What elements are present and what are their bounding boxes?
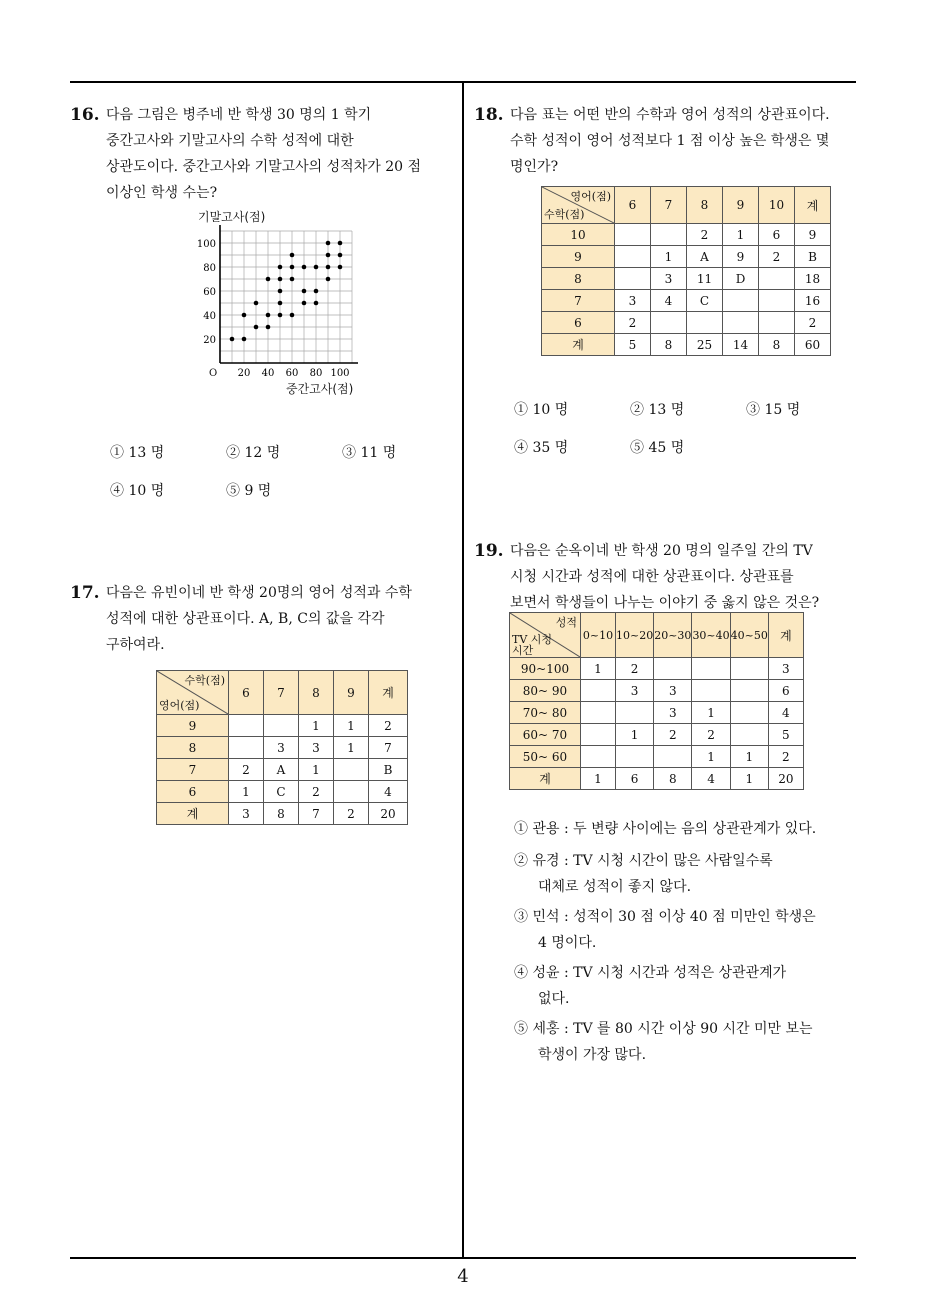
y-tick-label: 20 — [203, 335, 216, 346]
data-point — [290, 265, 295, 270]
table-cell: C — [264, 781, 299, 803]
table-row — [542, 334, 831, 356]
table-cell: 4 — [692, 768, 730, 790]
table-cell: 3 — [229, 803, 264, 825]
col-header: 10~20 — [616, 613, 654, 658]
table-cell: 5 — [615, 334, 651, 356]
table-cell: 1 — [334, 715, 369, 737]
question-number: 19. — [474, 541, 504, 561]
statement-text: ② 유경 : TV 시청 시간이 많은 사람일수록 — [514, 853, 773, 869]
corner-bottom-label: TV 시청시간 — [512, 633, 553, 657]
data-point — [242, 313, 247, 318]
row-header: 9 — [542, 246, 615, 268]
table-cell — [723, 312, 759, 334]
table-cell — [264, 715, 299, 737]
question-line: 다음 그림은 병주네 반 학생 30 명의 1 학기 — [106, 107, 372, 123]
statement-continuation: 4 명이다. — [538, 935, 597, 951]
table-cell — [615, 246, 651, 268]
table-row — [157, 803, 408, 825]
statement-1[interactable] — [514, 816, 854, 842]
table-cell: 6 — [768, 680, 803, 702]
table-cell: 14 — [723, 334, 759, 356]
question-number: 16. — [70, 105, 100, 125]
table-cell: 2 — [615, 312, 651, 334]
row-header: 80~ 90 — [510, 680, 581, 702]
table-cell: 7 — [369, 737, 408, 759]
table-cell: 2 — [369, 715, 408, 737]
table-cell: 1 — [229, 781, 264, 803]
choice-1[interactable]: ① 10 명 — [514, 402, 569, 418]
col-header: 8 — [299, 671, 334, 715]
choice-3[interactable]: ③ 15 명 — [746, 402, 801, 418]
table-cell — [581, 702, 616, 724]
data-point — [254, 301, 259, 306]
table-cell: 11 — [687, 268, 723, 290]
table-cell: 4 — [768, 702, 803, 724]
table-cell: 2 — [616, 658, 654, 680]
table-cell: 9 — [723, 246, 759, 268]
x-tick-label: 100 — [330, 368, 350, 379]
row-header: 70~ 80 — [510, 702, 581, 724]
table-cell — [651, 312, 687, 334]
q19-statements — [514, 816, 854, 1068]
row-header: 9 — [157, 715, 229, 737]
table-row — [157, 759, 408, 781]
table-cell: 2 — [692, 724, 730, 746]
x-axis-label: 중간고사(점) — [286, 382, 354, 396]
table-row — [510, 658, 804, 680]
row-header: 50~ 60 — [510, 746, 581, 768]
statement-continuation: 없다. — [538, 991, 570, 1007]
table-cell — [334, 781, 369, 803]
table-cell — [616, 702, 654, 724]
table-row — [542, 224, 831, 246]
scatter-chart — [180, 205, 380, 405]
table-cell: 20 — [768, 768, 803, 790]
data-point — [290, 253, 295, 258]
question-line: 상관도이다. 중간고사와 기말고사의 성적차가 20 점 — [106, 159, 421, 175]
table-cell: 8 — [264, 803, 299, 825]
question-line: 수학 성적이 영어 성적보다 1 점 이상 높은 학생은 몇 — [510, 133, 830, 149]
data-point — [266, 325, 271, 330]
table-cell: 1 — [299, 715, 334, 737]
col-header: 9 — [334, 671, 369, 715]
col-header: 6 — [229, 671, 264, 715]
table-cell: 1 — [651, 246, 687, 268]
choice-5[interactable]: ⑤ 45 명 — [630, 440, 685, 456]
row-header: 60~ 70 — [510, 724, 581, 746]
col-header: 20~30 — [654, 613, 692, 658]
question-line: 시청 시간과 성적에 대한 상관표이다. 상관표를 — [510, 569, 794, 585]
table-cell: 1 — [334, 737, 369, 759]
table-cell — [759, 290, 795, 312]
table-cell: 1 — [581, 658, 616, 680]
table-cell — [692, 680, 730, 702]
table-cell: 8 — [759, 334, 795, 356]
data-point — [326, 241, 331, 246]
table-cell: 6 — [759, 224, 795, 246]
col-header: 0~10 — [581, 613, 616, 658]
origin-label: O — [209, 368, 218, 379]
data-point — [242, 337, 247, 342]
data-point — [314, 301, 319, 306]
table-row — [510, 724, 804, 746]
y-tick-label: 100 — [196, 239, 216, 250]
table-cell: 18 — [795, 268, 831, 290]
table-cell: B — [369, 759, 408, 781]
question-line: 구하여라. — [106, 637, 165, 653]
table-row — [542, 246, 831, 268]
table-cell: 2 — [654, 724, 692, 746]
row-header: 계 — [157, 803, 229, 825]
table-cell: 4 — [369, 781, 408, 803]
question-17 — [70, 580, 460, 658]
table-corner — [510, 613, 581, 658]
statement-4[interactable] — [514, 960, 854, 1012]
table-cell: 25 — [687, 334, 723, 356]
table-cell: D — [723, 268, 759, 290]
row-header: 계 — [542, 334, 615, 356]
table-row — [510, 680, 804, 702]
table-row — [157, 781, 408, 803]
col-header: 7 — [264, 671, 299, 715]
table-cell: 2 — [229, 759, 264, 781]
corner-top-label: 영어(점) — [570, 190, 611, 203]
data-point — [302, 265, 307, 270]
choice-4[interactable]: ④ 10 명 — [110, 483, 165, 499]
data-point — [290, 277, 295, 282]
row-header: 7 — [157, 759, 229, 781]
row-header: 7 — [542, 290, 615, 312]
row-header: 8 — [157, 737, 229, 759]
y-axis-label: 기말고사(점) — [198, 210, 266, 224]
question-line: 다음은 순옥이네 반 학생 20 명의 일주일 간의 TV — [510, 543, 813, 559]
col-header: 40~50 — [730, 613, 768, 658]
x-tick-label: 80 — [309, 368, 323, 379]
y-tick-label: 40 — [203, 311, 216, 322]
chart-grid — [220, 231, 352, 363]
col-header: 7 — [651, 187, 687, 224]
table-cell: 2 — [759, 246, 795, 268]
data-point — [278, 313, 283, 318]
y-tick-label: 80 — [203, 263, 216, 274]
choice-5[interactable]: ⑤ 9 명 — [226, 483, 272, 499]
col-header: 6 — [615, 187, 651, 224]
row-header: 6 — [157, 781, 229, 803]
col-header: 계 — [768, 613, 803, 658]
table-cell — [616, 746, 654, 768]
table-cell: 2 — [795, 312, 831, 334]
table-cell — [581, 724, 616, 746]
data-point — [230, 337, 235, 342]
column-divider — [462, 82, 464, 1258]
table-cell: 60 — [795, 334, 831, 356]
table-cell — [651, 224, 687, 246]
data-point — [290, 313, 295, 318]
row-header: 6 — [542, 312, 615, 334]
data-point — [338, 265, 343, 270]
table-cell — [654, 658, 692, 680]
x-tick-label: 20 — [237, 368, 251, 379]
table-corner — [542, 187, 615, 224]
data-point — [266, 313, 271, 318]
table-cell — [615, 224, 651, 246]
table-cell: 1 — [730, 746, 768, 768]
statement-5[interactable] — [514, 1016, 854, 1068]
table-cell — [581, 746, 616, 768]
table-cell: 20 — [369, 803, 408, 825]
statement-2[interactable] — [514, 848, 854, 900]
table-cell — [615, 268, 651, 290]
x-tick-label: 60 — [285, 368, 299, 379]
q19-correlation-table — [509, 612, 804, 790]
question-16 — [70, 102, 460, 206]
row-header: 10 — [542, 224, 615, 246]
choice-4[interactable]: ④ 35 명 — [514, 440, 569, 456]
table-cell — [723, 290, 759, 312]
corner-bottom-label: 수학(점) — [544, 208, 585, 221]
row-header: 90~100 — [510, 658, 581, 680]
page-number: 4 — [457, 1266, 469, 1287]
question-18 — [474, 102, 864, 180]
question-number: 18. — [474, 105, 504, 125]
table-cell: 9 — [795, 224, 831, 246]
col-header: 30~40 — [692, 613, 730, 658]
statement-text: ③ 민석 : 성적이 30 점 이상 40 점 미만인 학생은 — [514, 909, 816, 925]
data-point — [302, 289, 307, 294]
table-cell: 3 — [264, 737, 299, 759]
table-row — [510, 702, 804, 724]
data-point — [302, 301, 307, 306]
table-cell: 3 — [616, 680, 654, 702]
table-cell — [654, 746, 692, 768]
table-corner — [157, 671, 229, 715]
table-row — [510, 746, 804, 768]
table-cell — [759, 312, 795, 334]
question-line: 보면서 학생들이 나누는 이야기 중 옳지 않은 것은? — [510, 595, 820, 611]
choice-2[interactable]: ② 12 명 — [226, 445, 281, 461]
question-line: 명인가? — [510, 159, 559, 175]
table-row — [542, 312, 831, 334]
table-cell: 1 — [616, 724, 654, 746]
choice-2[interactable]: ② 13 명 — [630, 402, 685, 418]
table-cell — [692, 658, 730, 680]
corner-bottom-label: 영어(점) — [159, 699, 200, 712]
table-cell: 2 — [687, 224, 723, 246]
table-cell: 1 — [692, 746, 730, 768]
table-cell: C — [687, 290, 723, 312]
table-cell — [759, 268, 795, 290]
table-cell: B — [795, 246, 831, 268]
table-cell: 2 — [768, 746, 803, 768]
q17-correlation-table — [156, 670, 408, 825]
table-cell: 3 — [654, 702, 692, 724]
choice-3[interactable]: ③ 11 명 — [342, 445, 397, 461]
table-row — [157, 715, 408, 737]
data-point — [254, 325, 259, 330]
choice-1[interactable]: ① 13 명 — [110, 445, 165, 461]
table-row — [542, 268, 831, 290]
col-header: 계 — [369, 671, 408, 715]
statement-text: ① 관용 : 두 변량 사이에는 음의 상관관계가 있다. — [514, 821, 817, 837]
y-tick-label: 60 — [203, 287, 216, 298]
table-cell: A — [264, 759, 299, 781]
table-cell — [581, 680, 616, 702]
data-point — [278, 289, 283, 294]
data-point — [326, 265, 331, 270]
table-cell: 1 — [730, 768, 768, 790]
col-header: 8 — [687, 187, 723, 224]
col-header: 계 — [795, 187, 831, 224]
row-header: 계 — [510, 768, 581, 790]
table-cell: 3 — [615, 290, 651, 312]
table-cell: 1 — [723, 224, 759, 246]
question-19 — [474, 538, 864, 616]
table-row — [510, 768, 804, 790]
question-number: 17. — [70, 583, 100, 603]
data-point — [326, 253, 331, 258]
table-cell: 3 — [654, 680, 692, 702]
data-point — [314, 265, 319, 270]
question-line: 다음 표는 어떤 반의 수학과 영어 성적의 상관표이다. — [510, 107, 830, 123]
table-cell — [687, 312, 723, 334]
table-cell: 2 — [334, 803, 369, 825]
data-point — [278, 265, 283, 270]
statement-text: ④ 성윤 : TV 시청 시간과 성적은 상관관계가 — [514, 965, 787, 981]
statement-text: ⑤ 세홍 : TV 를 80 시간 이상 90 시간 미만 보는 — [514, 1021, 813, 1037]
question-line: 성적에 대한 상관표이다. A, B, C의 값을 각각 — [106, 611, 385, 627]
col-header: 10 — [759, 187, 795, 224]
table-cell: 1 — [581, 768, 616, 790]
table-cell: 16 — [795, 290, 831, 312]
row-header: 8 — [542, 268, 615, 290]
question-line: 다음은 유빈이네 반 학생 20명의 영어 성적과 수학 — [106, 585, 412, 601]
table-cell: 8 — [651, 334, 687, 356]
table-cell: 6 — [616, 768, 654, 790]
chart-axes — [220, 225, 358, 363]
data-point — [314, 289, 319, 294]
table-cell — [229, 737, 264, 759]
table-cell — [730, 724, 768, 746]
table-cell — [334, 759, 369, 781]
table-cell — [730, 658, 768, 680]
q18-correlation-table — [541, 186, 831, 356]
x-tick-label: 40 — [261, 368, 275, 379]
table-cell: 3 — [651, 268, 687, 290]
table-cell — [229, 715, 264, 737]
corner-top-label: 성적 — [555, 616, 577, 629]
table-cell: 8 — [654, 768, 692, 790]
table-cell: 3 — [299, 737, 334, 759]
corner-top-label: 수학(점) — [184, 674, 225, 687]
table-cell: 3 — [768, 658, 803, 680]
table-row — [157, 737, 408, 759]
table-cell — [730, 680, 768, 702]
table-cell: A — [687, 246, 723, 268]
table-cell: 5 — [768, 724, 803, 746]
statement-3[interactable] — [514, 904, 854, 956]
statement-continuation: 학생이 가장 많다. — [538, 1047, 647, 1063]
data-point — [326, 277, 331, 282]
table-cell: 7 — [299, 803, 334, 825]
data-point — [338, 253, 343, 258]
table-row — [542, 290, 831, 312]
question-line: 이상인 학생 수는? — [106, 185, 218, 201]
data-point — [266, 277, 271, 282]
table-cell — [730, 702, 768, 724]
table-cell: 2 — [299, 781, 334, 803]
table-cell: 1 — [692, 702, 730, 724]
statement-continuation: 대체로 성적이 좋지 않다. — [538, 879, 692, 895]
table-cell: 4 — [651, 290, 687, 312]
data-point — [278, 277, 283, 282]
question-line: 중간고사와 기말고사의 수학 성적에 대한 — [106, 133, 354, 149]
data-point — [278, 301, 283, 306]
col-header: 9 — [723, 187, 759, 224]
table-cell: 1 — [299, 759, 334, 781]
data-point — [338, 241, 343, 246]
